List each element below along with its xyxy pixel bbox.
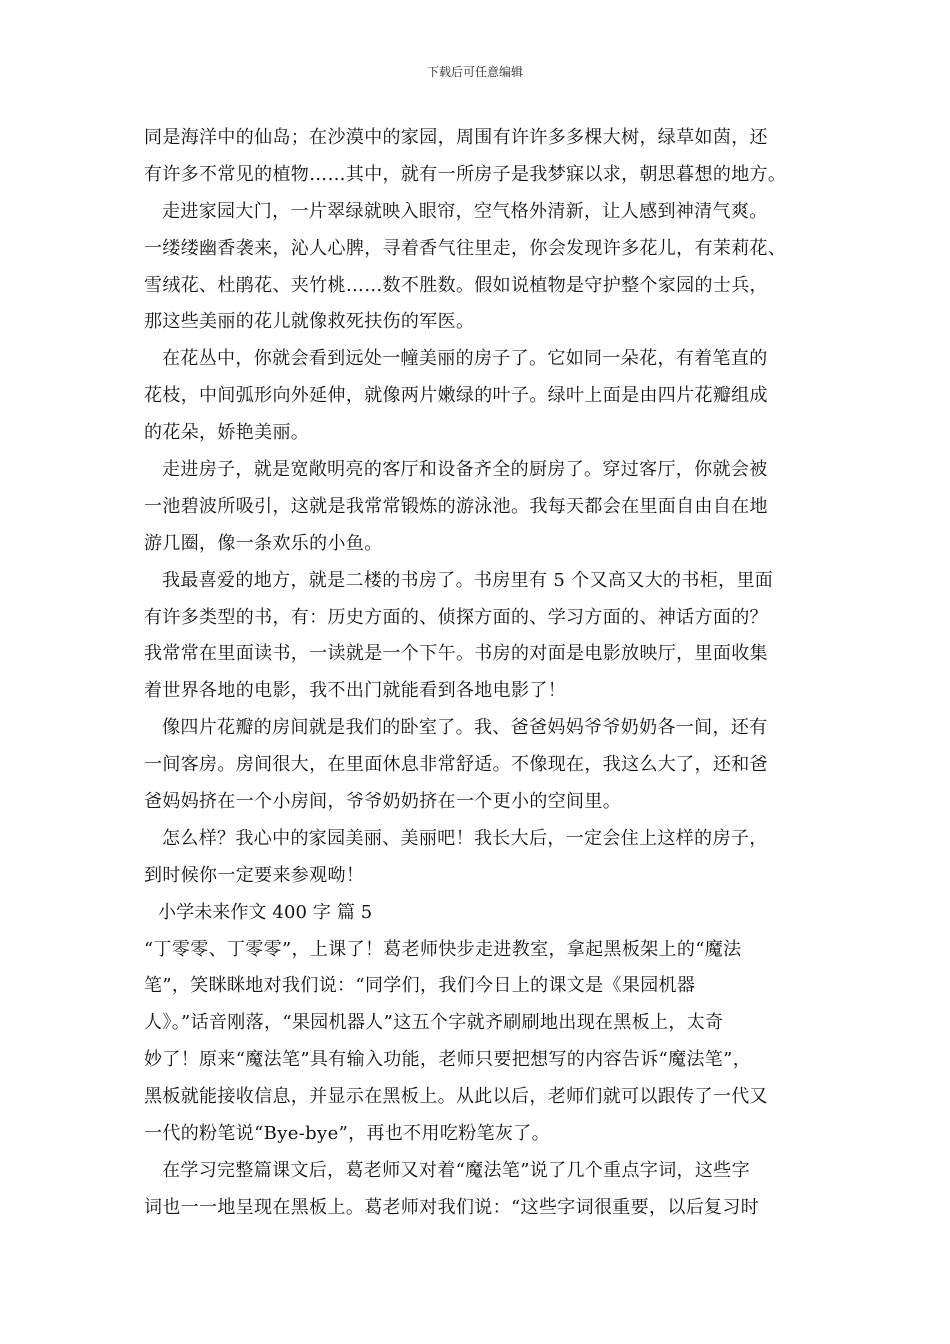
text-line: 到时候你一定要来参观呦！ [144,864,365,886]
text-line: 一间客房。房间很大，在里面休息非常舒适。不像现在，我这么大了，还和爸 [144,754,768,776]
paragraph-start-line: 怎么样？我心中的家园美丽、美丽吧！我长大后，一定会住上这样的房子， [162,827,768,849]
paragraph-start-line: 像四片花瓣的房间就是我们的卧室了。我、爸爸妈妈爷爷奶奶各一间，还有 [162,717,768,739]
text-line: 那这些美丽的花儿就像救死扶伤的军医。 [144,311,475,333]
text-line: 我常常在里面读书，一读就是一个下午。书房的对面是电影放映厅，里面收集 [144,643,768,665]
page-header-note: 下载后可任意编辑 [426,65,523,79]
text-line: 一池碧波所吸引，这就是我常常锻炼的游泳池。我每天都会在里面自由自在地 [144,495,768,517]
text-line: 的花朵，娇艳美丽。 [144,422,310,444]
text-line: “丁零零、丁零零”，上课了！葛老师快步走进教室，拿起黑板架上的“魔法 [144,938,742,960]
paragraph-start-line: 我最喜爱的地方，就是二楼的书房了。书房里有 5 个又高又大的书柜，里面 [162,569,774,591]
text-line: 着世界各地的电影，我不出门就能看到各地电影了！ [144,680,567,702]
text-line: 花枝，中间弧形向外延伸，就像两片嫩绿的叶子。绿叶上面是由四片花瓣组成 [144,385,768,407]
document-body [144,120,814,1227]
text-line: 黑板就能接收信息，并显示在黑板上。从此以后，老师们就可以跟传了一代又 [144,1086,768,1108]
text-line: 一代的粉笔说“Bye-bye”，再也不用吃粉笔灰了。 [144,1123,550,1145]
text-line: 笔”，笑眯眯地对我们说：“同学们，我们今日上的课文是《果园机器 [144,975,696,997]
paragraph-start-line: 在学习完整篇课文后，葛老师又对着“魔法笔”说了几个重点字词，这些字 [162,1159,750,1181]
text-line: 有许多类型的书，有：历史方面的、侦探方面的、学习方面的、神话方面的？ [144,606,768,628]
section-title: 小学未来作文 400 字 篇 5 [158,901,373,923]
text-line: 爸妈妈挤在一个小房间，爷爷奶奶挤在一个更小的空间里。 [144,791,622,813]
text-line: 有许多不常见的植物……其中，就有一所房子是我梦寐以求，朝思暮想的地方。 [144,163,787,185]
text-line: 人》。”话音刚落，“果园机器人”这五个字就齐刷刷地出现在黑板上，太奇 [144,1012,724,1034]
text-line: 雪绒花、杜鹃花、夹竹桃……数不胜数。假如说植物是守护整个家园的士兵， [144,274,768,296]
text-line: 妙了！原来“魔法笔”具有输入功能，老师只要把想写的内容告诉“魔法笔”， [144,1049,752,1071]
paragraph-start-line: 走进房子，就是宽敞明亮的客厅和设备齐全的厨房了。穿过客厅，你就会被 [162,459,768,481]
paragraph-start-line: 走进家园大门，一片翠绿就映入眼帘，空气格外清新，让人感到神清气爽。 [162,200,768,222]
text-line: 游几圈，像一条欢乐的小鱼。 [144,532,383,554]
text-line: 词也一一地呈现在黑板上。葛老师对我们说：“这些字词很重要，以后复习时 [144,1196,760,1218]
text-line: 同是海洋中的仙岛；在沙漠中的家园，周围有许许多多棵大树，绿草如茵，还 [144,127,768,148]
paragraph-start-line: 在花丛中，你就会看到远处一幢美丽的房子了。它如同一朵花，有着笔直的 [162,348,768,370]
text-line: 一缕缕幽香袭来，沁人心脾，寻着香气往里走，你会发现许多花儿，有茉莉花、 [144,237,787,259]
